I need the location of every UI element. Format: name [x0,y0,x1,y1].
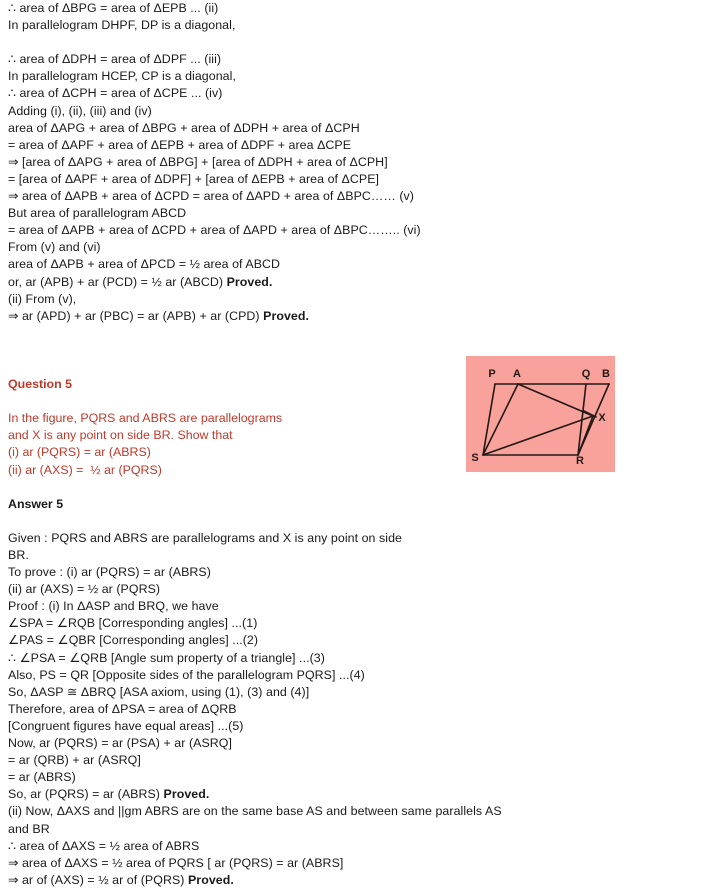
proof-line: Adding (i), (ii), (iii) and (iv) [8,103,152,118]
vertex-label-A: A [513,368,521,380]
answer-line-text: So, ar (PQRS) = ar (ABRS) [8,787,164,802]
segment-AX [518,384,593,416]
proved-label: Proved. [226,274,273,289]
proof-line: ⇒ [area of ΔAPG + area of ΔBPG] + [area of ΔDPH + area of ΔCPH] [8,154,388,169]
proof-line-proved [8,274,698,291]
answer-line: BR. [8,548,29,562]
answer-line: ∴ ∠PSA = ∠QRB [Angle sum property of a triangle] ...(3) [8,650,325,665]
answer-line: ∠PAS = ∠QBR [Corresponding angles] ...(2) [8,633,259,648]
proof-line: ⇒ area of ΔAPB + area of ΔCPD = area of ΔAPD + area of ΔBPC…… (v) [8,189,414,204]
answer-line: Also, PS = QR [Opposite sides of the parallelogram PQRS] ...(4) [8,667,365,682]
answer-line: = ar (QRB) + ar (ASRQ] [8,753,141,768]
vertex-label-S: S [471,452,479,464]
question-line: and X is any point on side BR. Show that [8,428,233,443]
proved-label: Proved. [187,872,234,887]
answer-line: Proof : (i) In ΔASP and BRQ, we have [8,599,219,614]
vertex-label-P: P [488,368,496,380]
spacer-line [8,479,698,496]
proof-line: (ii) From (v), [8,291,77,306]
proof-line-text: ⇒ ar (APD) + ar (PBC) = ar (APB) + ar (CPD) [8,308,264,323]
question-line: (ii) ar (AXS) = ½ ar (PQRS) [8,462,162,477]
proof-line: From (v) and (vi) [8,240,101,255]
proof-line: But area of parallelogram ABCD [8,206,187,221]
proof-line: = area of ΔAPB + area of ΔCPD + area of ΔAPD + area of ΔBPC…….. (vi) [8,223,421,238]
answer-line: Therefore, area of ΔPSA = area of ΔQRB [8,701,237,716]
proof-line: area of ΔAPB + area of ΔPCD = ½ area of ABCD [8,257,281,272]
answer-line: ∴ area of ΔAXS = ½ area of ABRS [8,838,200,853]
answer-line: To prove : (i) ar (PQRS) = ar (ABRS) [8,565,211,580]
answer-heading: Answer 5 [8,496,64,511]
spacer-line [8,325,698,342]
question-heading: Question 5 [8,377,73,392]
vertex-label-B: B [602,368,610,380]
proved-label: Proved. [163,787,210,802]
answer-line: ⇒ area of ΔAXS = ½ area of PQRS [ ar (PQRS) = ar (ABRS] [8,855,344,870]
vertex-label-Q: Q [581,368,591,380]
proof-line: ∴ area of ΔDPH = area of ΔDPF ... (iii) [8,52,222,67]
answer-line: = ar (ABRS) [8,770,76,785]
vertex-label-X: X [598,412,606,424]
segment-tick-X [584,411,596,417]
proof-line: In parallelogram DHPF, DP is a diagonal, [8,18,236,33]
answer-line: So, ΔASP ≅ ΔBRQ [ASA axiom, using (1), (3) and (4)] [8,684,310,699]
geometry-figure-svg [466,356,615,472]
proof-line: = [area of ΔAPF + area of ΔDPF] + [area of ΔEPB + area of ΔCPE] [8,171,380,186]
answer-block [8,496,698,889]
answer-line-text: ⇒ ar of (AXS) = ½ ar of (PQRS) [8,872,188,887]
answer-line-proved [8,872,698,889]
proof-line: ∴ area of ΔBPG = area of ΔEPB ... (ii) [8,1,219,15]
question-line: (i) ar (PQRS) = ar (ABRS) [8,445,151,460]
figure-strokes [483,384,609,455]
proof-line-text: or, ar (APB) + ar (PCD) = ½ ar (ABCD) [8,274,227,289]
geometry-figure [466,356,615,472]
proof-line: In parallelogram HCEP, CP is a diagonal, [8,69,236,84]
answer-line-proved [8,786,698,803]
proved-label: Proved. [263,308,310,323]
answer-line: (ii) ar (AXS) = ½ ar (PQRS) [8,582,161,597]
answer-line: and BR [8,821,50,836]
proof-line: = area of ΔAPF + area of ΔEPB + area of ΔDPF + area ΔCPE [8,137,352,152]
answer-line: [Congruent figures have equal areas] ...(5) [8,718,244,733]
answer-line: Now, ar (PQRS) = ar (PSA) + ar (ASRQ] [8,736,232,751]
answer-line: Given : PQRS and ABRS are parallelograms and X is any point on side [8,530,402,545]
proof-top-block [8,0,698,325]
spacer-line [8,513,698,530]
proof-line: area of ΔAPG + area of ΔBPG + area of ΔDPH + area of ΔCPH [8,120,360,135]
answer-line: (ii) Now, ΔAXS and ||gm ABRS are on the same base AS and between same parallels AS [8,804,502,819]
proof-line-proved [8,308,698,325]
spacer-line [8,34,698,51]
vertex-label-R: R [576,455,584,467]
question-line: In the figure, PQRS and ABRS are parallelograms [8,411,283,426]
proof-line: ∴ area of ΔCPH = area of ΔCPE ... (iv) [8,86,223,101]
answer-line: ∠SPA = ∠RQB [Corresponding angles] ...(1) [8,616,258,631]
